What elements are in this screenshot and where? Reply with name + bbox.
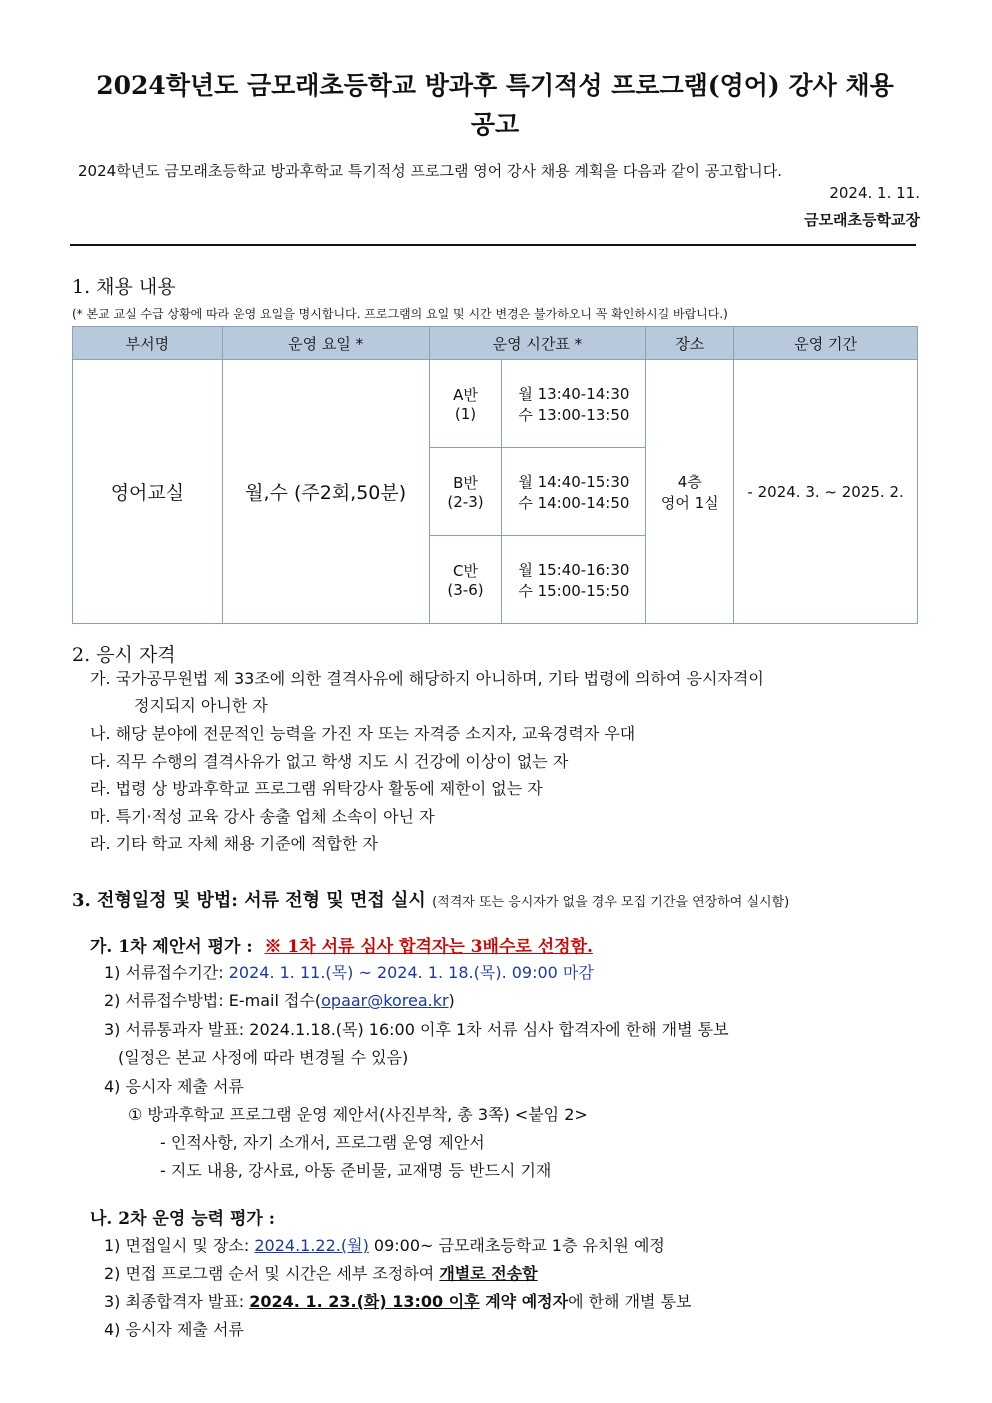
stage2-heading: 나. 2차 운영 능력 평가 :	[90, 1209, 275, 1229]
list-item: 라. 법령 상 방과후학교 프로그램 위탁강사 활동에 제한이 없는 자	[90, 779, 543, 798]
list-item: 2) 서류접수방법: E-mail 접수(opaar@korea.kr)	[104, 991, 455, 1010]
list-item: 2) 면접 프로그램 순서 및 시간은 세부 조정하여 개별로 전송함	[104, 1264, 538, 1283]
class-cell: C반 (3-6)	[429, 536, 502, 624]
list-item: 3) 최종합격자 발표: 2024. 1. 23.(화) 13:00 이후 계약 예정자에 한해 개별 통보	[104, 1292, 692, 1311]
section3-note: (적격자 또는 응시자가 없을 경우 모집 기간을 연장하여 실시함)	[432, 895, 790, 910]
table-row	[73, 360, 918, 448]
list-item: 3) 서류통과자 발표: 2024.1.18.(목) 16:00 이후 1차 서류 심사 합격자에 한해 개별 통보	[104, 1020, 729, 1039]
email-link[interactable]: opaar@korea.kr	[321, 991, 449, 1010]
days-cell: 월,수 (주2회,50분)	[222, 360, 429, 624]
list-item: 가. 국가공무원법 제 33조에 의한 결격사유에 해당하지 아니하며, 기타 법령에 의하여 응시자격이	[90, 669, 764, 688]
class-cell: A반 (1)	[429, 360, 502, 448]
section2-heading: 2. 응시 자격	[72, 644, 176, 666]
intro-text: 2024학년도 금모래초등학교 방과후학교 특기적성 프로그램 영어 강사 채용 계획을 다음과 같이 공고합니다.	[78, 162, 782, 180]
list-item: 4) 응시자 제출 서류	[104, 1077, 244, 1096]
title-line-2: 공고	[470, 110, 520, 139]
divider	[70, 244, 916, 246]
time-cell: 월 15:40-16:30 수 15:00-15:50	[502, 536, 646, 624]
stage1-note: ※ 1차 서류 심사 합격자는 3배수로 선정함.	[264, 937, 593, 957]
signer: 금모래초등학교장	[804, 211, 920, 229]
dept-cell: 영어교실	[73, 360, 223, 624]
list-item: 마. 특기·적성 교육 강사 송출 업체 소속이 아닌 자	[90, 807, 435, 826]
title-line-1: 2024학년도 금모래초등학교 방과후 특기적성 프로그램(영어) 강사 채용	[96, 71, 894, 100]
header-period: 운영 기간	[734, 327, 918, 360]
list-item: - 지도 내용, 강사료, 아동 준비물, 교재명 등 반드시 기재	[160, 1161, 552, 1180]
table-header-row	[73, 327, 918, 360]
list-item: 1) 면접일시 및 장소: 2024.1.22.(월) 09:00~ 금모래초등학교 1층 유치원 예정	[104, 1236, 665, 1255]
time-cell: 월 14:40-15:30 수 14:00-14:50	[502, 448, 646, 536]
header-place: 장소	[646, 327, 734, 360]
list-item: 다. 직무 수행의 결격사유가 없고 학생 지도 시 건강에 이상이 없는 자	[90, 752, 569, 771]
section1-note: (* 본교 교실 수급 상황에 따라 운영 요일을 명시합니다. 프로그램의 요일 및 시간 변경은 불가하오니 꼭 확인하시길 바랍니다.)	[72, 307, 728, 321]
notice-date: 2024. 1. 11.	[829, 184, 920, 202]
class-cell: B반 (2-3)	[429, 448, 502, 536]
header-dept: 부서명	[73, 327, 223, 360]
header-timetable: 운영 시간표 *	[429, 327, 646, 360]
list-item: 정지되지 아니한 자	[134, 696, 268, 715]
list-item: 4) 응시자 제출 서류	[104, 1320, 244, 1339]
list-item: 1) 서류접수기간: 2024. 1. 11.(목) ~ 2024. 1. 18.(목). 09:00 마감	[104, 963, 594, 982]
section1-heading: 1. 채용 내용	[72, 276, 176, 298]
stage1-heading: 가. 1차 제안서 평가 : ※ 1차 서류 심사 합격자는 3배수로 선정함.	[90, 937, 593, 957]
list-item: 라. 기타 학교 자체 채용 기준에 적합한 자	[90, 834, 378, 853]
list-item: 나. 해당 분야에 전문적인 능력을 가진 자 또는 자격증 소지자, 교육경력자 우대	[90, 724, 636, 743]
section3-heading: 3. 전형일정 및 방법: 서류 전형 및 면접 실시 (적격자 또는 응시자가 없을 경우 모집 기간을 연장하여 실시함)	[72, 890, 790, 911]
header-days: 운영 요일 *	[222, 327, 429, 360]
time-cell: 월 13:40-14:30 수 13:00-13:50	[502, 360, 646, 448]
period-cell: - 2024. 3. ~ 2025. 2.	[734, 360, 918, 624]
list-item: (일정은 본교 사정에 따라 변경될 수 있음)	[118, 1048, 409, 1067]
schedule-table	[72, 326, 918, 624]
list-item: ① 방과후학교 프로그램 운영 제안서(사진부착, 총 3쪽) <붙임 2>	[128, 1105, 588, 1124]
list-item: - 인적사항, 자기 소개서, 프로그램 운영 제안서	[160, 1133, 485, 1152]
place-cell: 4층 영어 1실	[646, 360, 734, 624]
